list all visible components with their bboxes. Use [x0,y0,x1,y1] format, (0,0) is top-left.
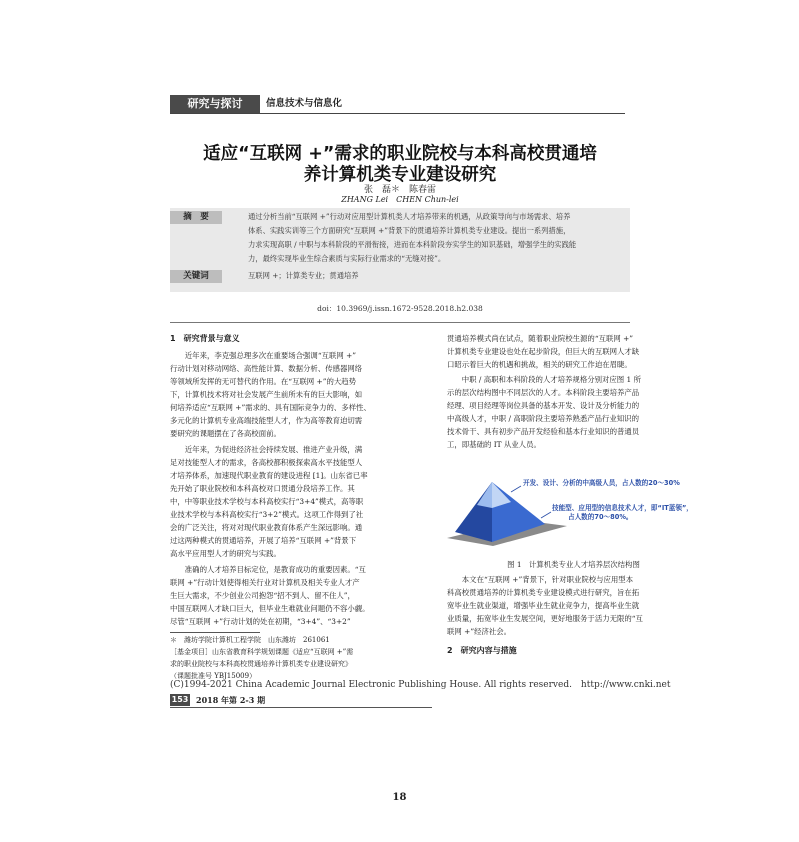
footnote-line: 求的职业院校与本科高校贯通培养计算机类专业建设研究》 [170,660,352,668]
paragraph [170,563,426,628]
section-subtitle: 信息技术与信息化 [266,98,343,109]
text-line: 行动计划对移动网络、高性能计算、数据分析、传感器网络 [170,364,363,373]
issue-rule [170,707,432,708]
paper-title-line1: 适应“互联网 +”需求的职业院校与本科高校贯通培 [203,144,597,164]
text-line: 本文在“互联网 +”背景下，针对职业院校与应用型本 [447,575,634,584]
text-line: 下，计算机技术将对社会发展产生前所未有的巨大影响，如 [170,390,363,399]
text-line: 尽管“互联网 +”行动计划的处在初期，“3+4”、“3+2” [170,617,351,626]
text-line: 宽毕业生就业渠道，增强毕业生就业竞争力，提高毕业生就 [447,601,640,610]
right-column-bottom [447,573,700,657]
left-column [170,332,426,628]
text-line: 联网 +”经济社会。 [447,627,512,636]
text-line: 业技术学校与本科高校实行“3+2”模式。这项工作得到了社 [170,510,364,519]
text-line: 要研究的课题摆在了各高校面前。 [170,429,281,438]
footnote-line: （课题批准号 YBJ15009） [170,672,257,680]
text-line: 联网 +”行动计划使得相关行业对计算机及相关专业人才产 [170,578,360,587]
text-line: 中高级人才，中职 / 高职阶段主要培养熟悉产品行业知识的 [447,414,639,423]
paragraph [447,373,700,451]
text-line: 近年来，李克强总理多次在重要场合强调“互联网 +” [170,351,357,360]
keywords-text: 互联网 +；计算类专业；贯通培养 [248,271,359,280]
doi: doi：10.3969/j.issn.1672-9528.2018.h2.038 [317,304,483,313]
abstract-line: 力求实现高职 / 中职与本科阶段的平滑衔接，进而在本科阶段夯实学生的知识基础，增强学生的实践能 [248,240,577,249]
text-line: 中，中等职业技术学校与本科高校实行“3+4”模式，高等职 [170,497,364,506]
copyright-notice: (C)1994-2021 China Academic Journal Electronic Publishing House. All rights reserved. http://www.cnki.net [170,680,671,690]
text-line: 会的广泛关注，将对对现代职业教育体系产生深远影响。通 [170,523,363,532]
text-line: 计算机类专业建设也处在起步阶段，但巨大的互联网人才缺 [447,347,640,356]
paragraph [447,332,700,371]
paragraph [447,573,700,638]
section-heading-2: 2 研究内容与措施 [447,646,517,655]
text-line: 多元化的计算机专业高端技能型人才，作为高等教育迫切需 [170,416,363,425]
abstract-text [248,210,624,266]
page-number: 18 [392,792,407,803]
text-line: 示的层次结构图中不同层次的人才。本科阶段主要培养产品 [447,388,640,397]
section-heading-1: 1 研究背景与意义 [170,334,240,343]
pyramid-label-mid-1: 技能型、应用型的信息技术人才，即“IT蓝领”， [552,504,693,512]
pyramid-top-left [477,482,492,508]
paper-title-line2: 养计算机类专业建设研究 [303,165,497,185]
text-line: 近年来，为促进经济社会持续发展、推进产业升级，满 [170,445,363,454]
authors-en: ZHANG Lei CHEN Chun-lei [341,195,459,204]
text-line: 过这两种模式的贯通培养，开展了培养“互联网 +”背景下 [170,536,357,545]
divider [170,322,630,323]
paragraph [170,443,426,560]
keywords-label: 关键词 [170,270,222,283]
abstract-line: 力，最终实现毕业生综合素质与实际行业需求的“无缝对接”。 [248,254,446,263]
footnote-line: ［基金项目］山东省教育科学规划课题《适应“互联网 +”需 [170,648,354,656]
text-line: 贯通培养模式尚在试点，随着职业院校生源的“互联网 +” [447,334,634,343]
authors-cn: 张 磊＊ 陈春雷 [363,185,436,195]
text-line: 才培养体系，加速现代职业教育的建设进程 [1]。山东省已率 [170,471,368,480]
footnotes [170,634,432,682]
text-line: 足对技能型人才的需求，各高校都积极探索高水平技能型人 [170,458,363,467]
text-line: 先开始了职业院校和本科高校对口贯通分段培养工作。其 [170,484,355,493]
journal-page-badge: 153 [171,695,189,704]
figure-caption: 图 1 计算机类专业人才培养层次结构图 [507,560,640,569]
text-line: 技术骨干、具有初步产品开发经验和基本行业知识的普通员 [447,427,640,436]
right-column-top [447,332,700,451]
text-line: 业质量，拓宽毕业生发展空间，更好地服务于活力无限的“互 [447,614,643,623]
paragraph [170,349,426,440]
text-line: 何培养适应“互联网 +”需求的、具有国际竞争力的、多样性、 [170,403,371,412]
pyramid-label-mid-2: 占人数的70～80%。 [568,513,633,521]
issue-label: 2018 年第 2-3 期 [196,695,266,705]
text-line: 工，即基础的 IT 从业人员。 [447,440,541,449]
text-line: 准确的人才培养目标定位，是教育成功的重要因素。“互 [170,565,366,574]
abstract-line: 通过分析当前“互联网 +”行动对应用型计算机类人才培养带来的机遇，从政策导向与市场需求、培养 [248,212,571,221]
footnote-line: ＊ 潍坊学院计算机工程学院 山东潍坊 261061 [170,636,330,644]
pyramid-label-top: 开发、设计、分析的中高级人员，占人数的20～30% [523,479,680,487]
text-line: 生巨大需求，不少创业公司抱怨“招不到人、留不住人”， [170,591,355,600]
text-line: 等领域所发挥的无可替代的作用。在“互联网 +”的大趋势 [170,377,357,386]
text-line: 高水平应用型人才的研究与实践。 [170,549,281,558]
section-tag: 研究与探讨 [170,95,260,113]
text-line: 经理、项目经理等岗位具备的基本开发、设计及分析能力的 [447,401,640,410]
abstract-line: 体系、实践实训等三个方面研究“互联网 +”背景下的贯通培养计算机类专业建设。提出一系列措施， [248,226,571,235]
abstract-label: 摘 要 [170,211,222,224]
label-leader-mid [541,512,551,518]
footnote-rule [170,632,260,633]
text-line: 中职 / 高职和本科阶段的人才培养规格分别对应图 1 所 [447,375,641,384]
label-leader-top [511,486,521,492]
text-line: 科高校贯通培养的计算机类专业建设模式进行研究，旨在拓 [447,588,640,597]
text-line: 中国互联网人才缺口巨大，但毕业生难就业问题仍不容小觑。 [170,604,370,613]
text-line: 口昭示着巨大的机遇和挑战，相关的研究工作迫在眉睫。 [447,360,632,369]
